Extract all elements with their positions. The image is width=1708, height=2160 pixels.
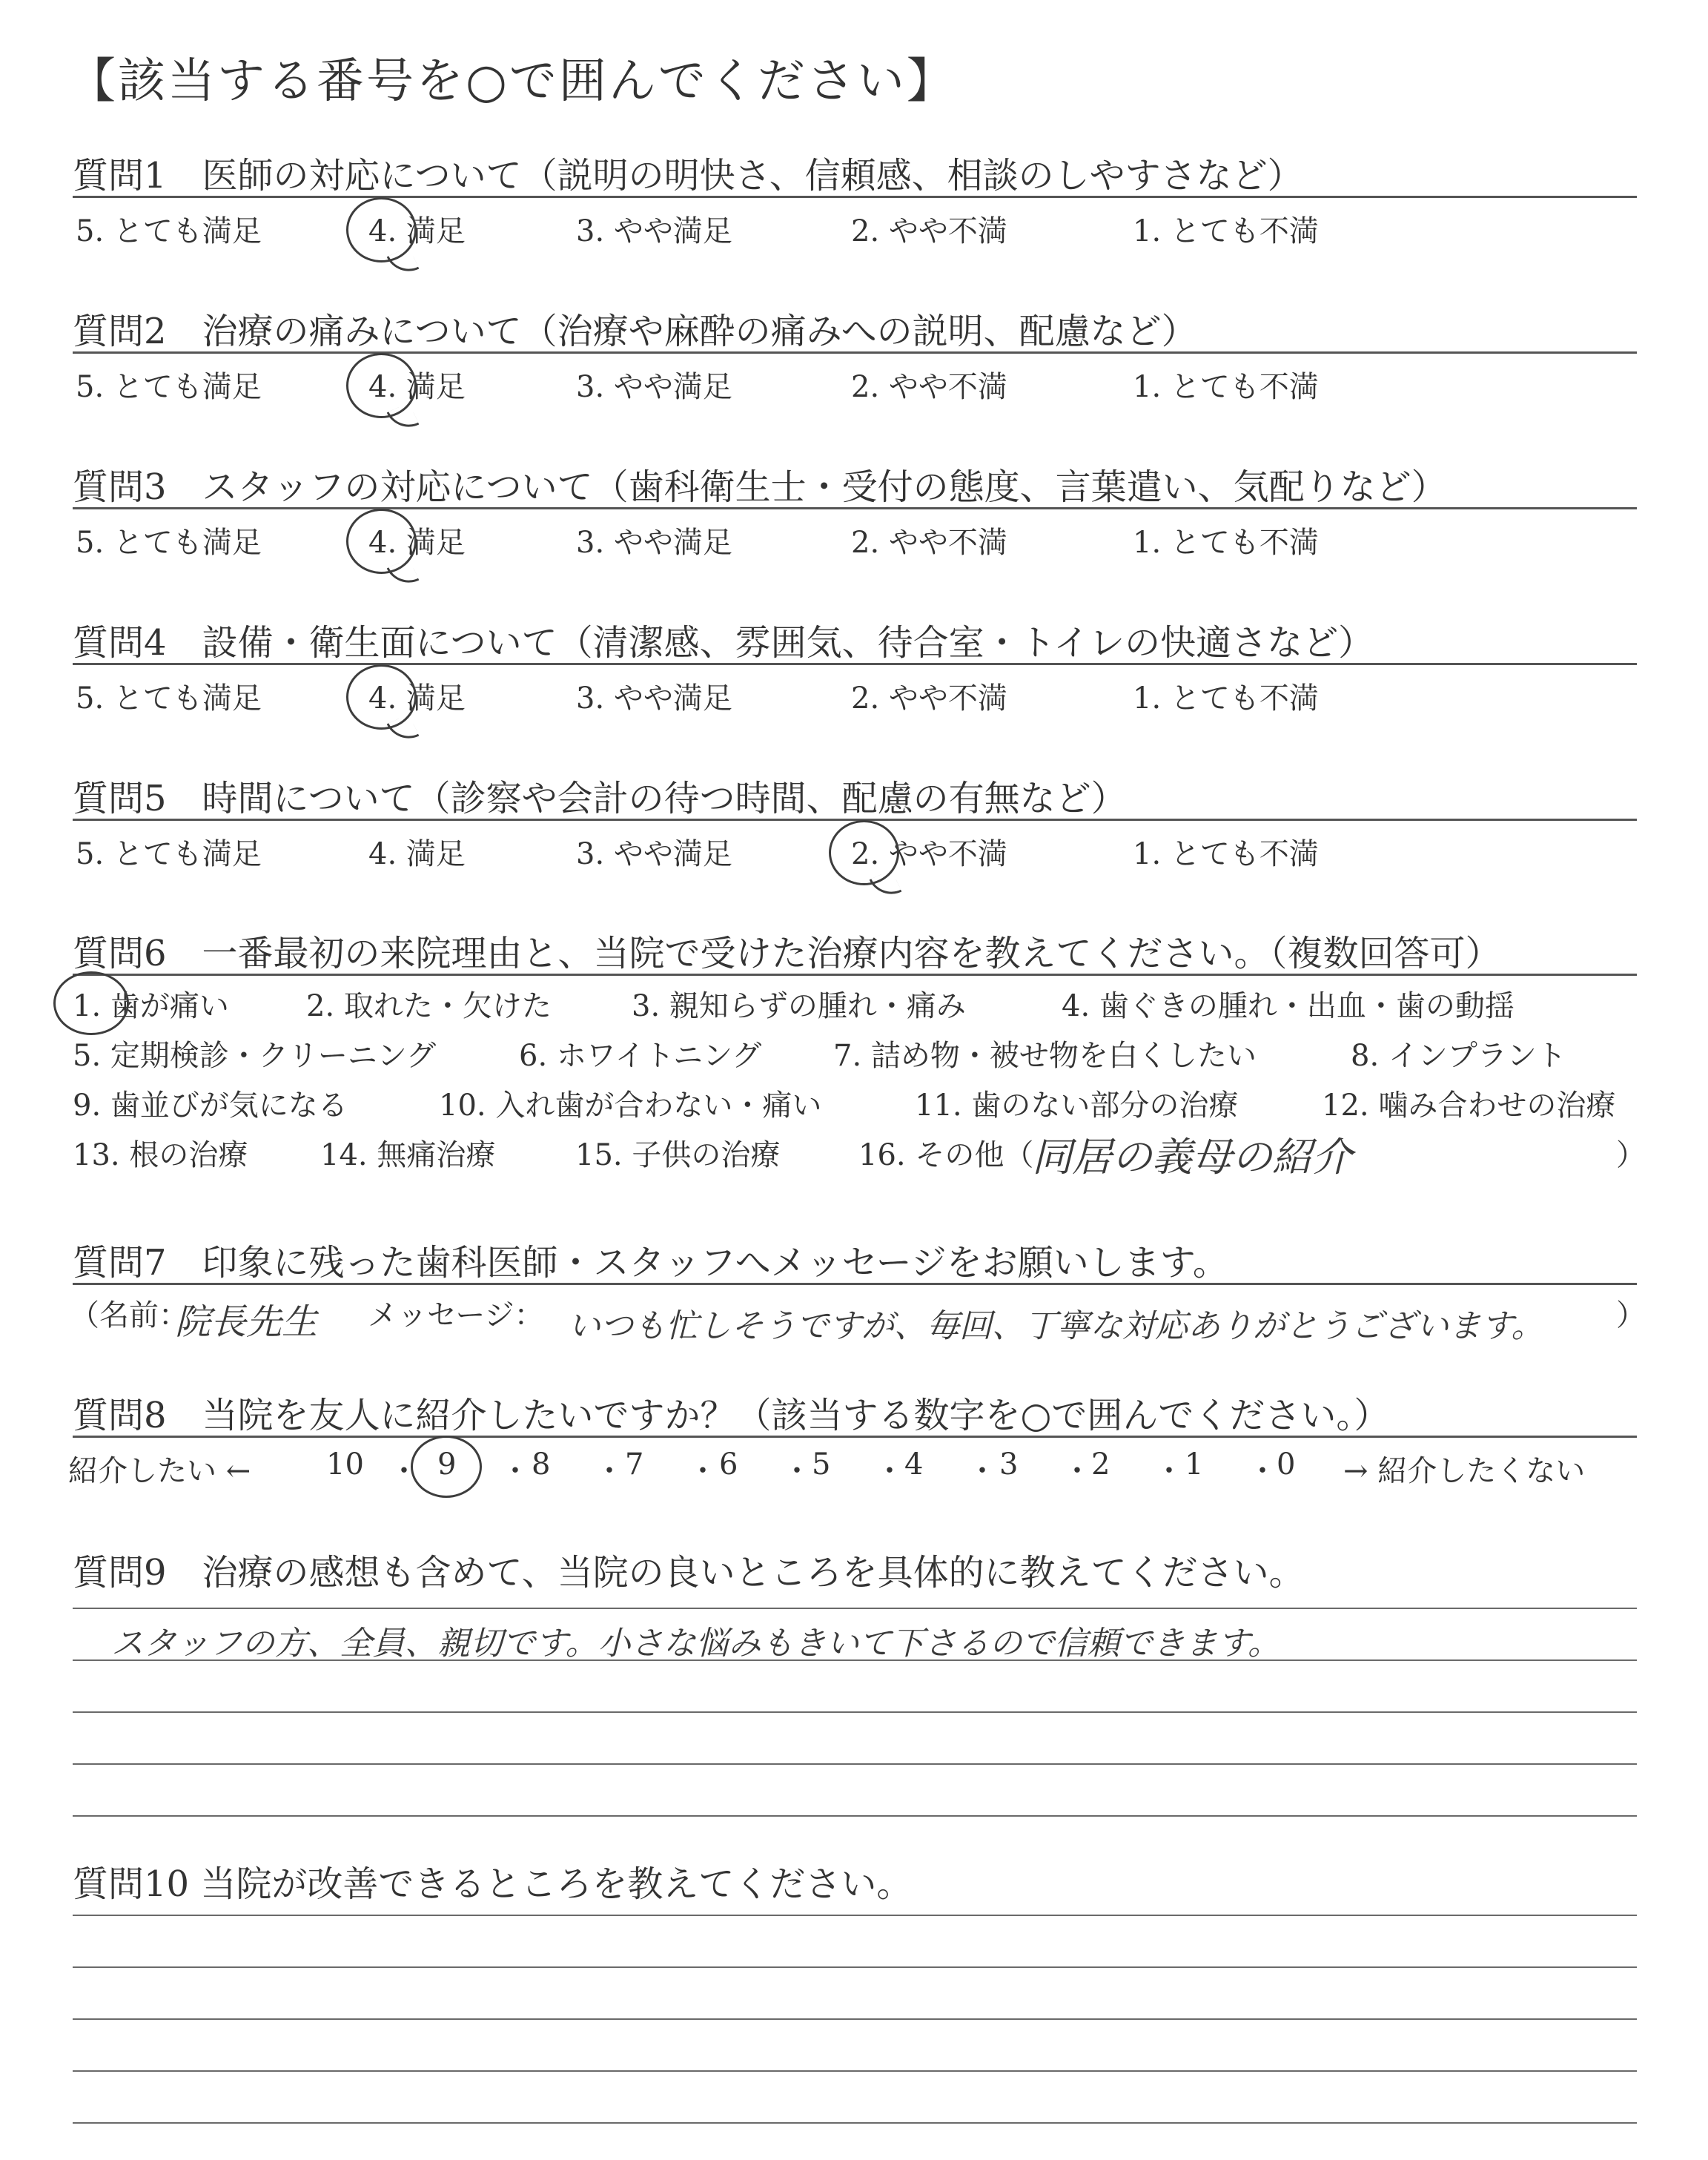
question-8-score-1[interactable]: 1: [1185, 1447, 1204, 1482]
question-4-option-2[interactable]: 2. やや不満: [851, 681, 1007, 716]
question-8-score-3[interactable]: 3: [999, 1447, 1019, 1482]
question-8-separator: ・: [875, 1454, 904, 1488]
question-9-writing-line: [73, 1608, 1637, 1609]
question-8-separator: ・: [782, 1454, 812, 1488]
question-1-option-5[interactable]: 5. とても満足: [76, 214, 262, 248]
question-6-other-answer: 同居の義母の紹介: [1032, 1134, 1352, 1180]
question-8-separator: ・: [389, 1454, 419, 1488]
question-9-answer: スタッフの方、全員、親切です。小さな悩みもきいて下さるので信頼できます。: [111, 1625, 1280, 1662]
question-6-option-10[interactable]: 10. 入れ歯が合わない・痛い: [439, 1089, 822, 1123]
question-10-writing-line: [73, 1966, 1637, 1968]
question-4-title: 質問4 設備・衛生面について（清潔感、雰囲気、待合室・トイレの快適さなど）: [73, 622, 1374, 664]
question-9-writing-line: [73, 1815, 1637, 1817]
question-8-right-label: → 紹介したくない: [1343, 1454, 1586, 1488]
question-9-writing-line: [73, 1763, 1637, 1765]
question-1-option-4[interactable]: 4. 満足: [368, 214, 466, 248]
question-7-title: 質問7 印象に残った歯科医師・スタッフへメッセージをお願いします。: [73, 1242, 1228, 1284]
question-5-title: 質問5 時間について（診察や会計の待つ時間、配慮の有無など）: [73, 778, 1127, 819]
question-6-option-15[interactable]: 15. 子供の治療: [575, 1138, 781, 1172]
question-6-option-14[interactable]: 14. 無痛治療: [320, 1138, 496, 1172]
question-8-separator: ・: [967, 1454, 997, 1488]
question-6-option-11[interactable]: 11. 歯のない部分の治療: [915, 1089, 1239, 1123]
question-6-title: 質問6 一番最初の来院理由と、当院で受けた治療内容を教えてください。（複数回答可）: [73, 933, 1501, 974]
question-8-score-0[interactable]: 0: [1277, 1447, 1296, 1482]
question-5-option-2[interactable]: 2. やや不満: [851, 837, 1007, 871]
question-8-score-2[interactable]: 2: [1091, 1447, 1110, 1482]
question-6-rule: [73, 974, 1637, 976]
question-6-option-5[interactable]: 5. 定期検診・クリーニング: [73, 1039, 437, 1073]
question-9-title: 質問9 治療の感想も含めて、当院の良いところを具体的に教えてください。: [73, 1552, 1305, 1593]
question-7-message-answer: いつも忙しそうですが、毎回、丁寧な対応ありがとうございます。: [568, 1307, 1544, 1345]
instruction-header: 【該当する番号を○で囲んでください】: [68, 54, 956, 109]
question-9-writing-line: [73, 1711, 1637, 1713]
question-7-name-label: （名前：: [70, 1298, 188, 1332]
question-5-option-5[interactable]: 5. とても満足: [76, 837, 262, 871]
question-2-option-4[interactable]: 4. 満足: [368, 370, 466, 404]
question-3-option-5[interactable]: 5. とても満足: [76, 526, 262, 560]
question-3-option-3[interactable]: 3. やや満足: [576, 526, 732, 560]
question-3-rule: [73, 507, 1637, 509]
question-4-option-1[interactable]: 1. とても不満: [1133, 681, 1319, 716]
question-6-option-6[interactable]: 6. ホワイトニング: [519, 1039, 762, 1073]
question-8-title: 質問8 当院を友人に紹介したいですか？（該当する数字を○で囲んでください。）: [73, 1395, 1390, 1436]
question-3-title: 質問3 スタッフの対応について（歯科衛生士・受付の態度、言葉遣い、気配りなど）: [73, 466, 1447, 508]
question-2-option-1[interactable]: 1. とても不満: [1133, 370, 1319, 404]
question-6-other-close: ）: [1616, 1138, 1646, 1172]
question-6-option-8[interactable]: 8. インプラント: [1351, 1039, 1566, 1073]
question-6-option-16[interactable]: 16. その他（: [858, 1138, 1034, 1172]
question-2-option-5[interactable]: 5. とても満足: [76, 370, 262, 404]
question-3-option-2[interactable]: 2. やや不満: [851, 526, 1007, 560]
question-5-option-3[interactable]: 3. やや満足: [576, 837, 732, 871]
question-10-writing-line: [73, 2070, 1637, 2072]
question-1-title: 質問1 医師の対応について（説明の明快さ、信頼感、相談のしやすさなど）: [73, 155, 1303, 196]
question-7-close: ）: [1616, 1298, 1646, 1332]
question-8-score-10[interactable]: 10: [326, 1447, 364, 1482]
question-6-option-9[interactable]: 9. 歯並びが気になる: [73, 1089, 348, 1123]
question-6-option-3[interactable]: 3. 親知らずの腫れ・痛み: [632, 989, 966, 1023]
question-7-name-answer: 院長先生: [175, 1301, 318, 1343]
question-4-rule: [73, 663, 1637, 665]
question-1-rule: [73, 196, 1637, 198]
question-5-option-1[interactable]: 1. とても不満: [1133, 837, 1319, 871]
question-8-separator: ・: [595, 1454, 624, 1488]
question-6-option-4[interactable]: 4. 歯ぐきの腫れ・出血・歯の動揺: [1062, 989, 1515, 1023]
question-6-option-13[interactable]: 13. 根の治療: [73, 1138, 248, 1172]
question-6-option-12[interactable]: 12. 噛み合わせの治療: [1322, 1089, 1616, 1123]
question-2-option-2[interactable]: 2. やや不満: [851, 370, 1007, 404]
question-8-separator: ・: [688, 1454, 718, 1488]
question-8-score-8[interactable]: 8: [532, 1447, 551, 1482]
question-8-rule: [73, 1436, 1637, 1438]
question-6-option-7[interactable]: 7. 詰め物・被せ物を白くしたい: [833, 1039, 1257, 1073]
question-1-option-2[interactable]: 2. やや不満: [851, 214, 1007, 248]
question-7-message-label: メッセージ：: [368, 1298, 544, 1332]
question-5-option-4[interactable]: 4. 満足: [368, 837, 466, 871]
question-2-option-3[interactable]: 3. やや満足: [576, 370, 732, 404]
question-8-separator: ・: [1154, 1454, 1184, 1488]
question-4-option-3[interactable]: 3. やや満足: [576, 681, 732, 716]
question-4-option-5[interactable]: 5. とても満足: [76, 681, 262, 716]
question-10-writing-line: [73, 2122, 1637, 2124]
question-2-title: 質問2 治療の痛みについて（治療や麻酔の痛みへの説明、配慮など）: [73, 311, 1197, 352]
question-6-selection-circle: [53, 971, 129, 1035]
question-8-selection-circle: [411, 1436, 482, 1498]
question-1-option-3[interactable]: 3. やや満足: [576, 214, 732, 248]
question-6-option-2[interactable]: 2. 取れた・欠けた: [306, 989, 552, 1023]
question-8-separator: ・: [1248, 1454, 1277, 1488]
question-8-score-5[interactable]: 5: [812, 1447, 831, 1482]
question-2-rule: [73, 351, 1637, 354]
question-8-left-label: 紹介したい ←: [68, 1454, 251, 1488]
question-7-rule: [73, 1283, 1637, 1285]
question-10-writing-line: [73, 2018, 1637, 2020]
question-8-score-4[interactable]: 4: [904, 1447, 924, 1482]
question-8-separator: ・: [500, 1454, 530, 1488]
question-3-option-1[interactable]: 1. とても不満: [1133, 526, 1319, 560]
question-8-score-6[interactable]: 6: [719, 1447, 738, 1482]
question-8-score-7[interactable]: 7: [625, 1447, 644, 1482]
question-8-separator: ・: [1062, 1454, 1092, 1488]
question-10-title: 質問10 当院が改善できるところを教えてください。: [73, 1863, 913, 1905]
question-4-option-4[interactable]: 4. 満足: [368, 681, 466, 716]
question-3-option-4[interactable]: 4. 満足: [368, 526, 466, 560]
question-1-option-1[interactable]: 1. とても不満: [1133, 214, 1319, 248]
question-6-option-1[interactable]: 1. 歯が痛い: [73, 989, 229, 1023]
question-10-writing-line: [73, 1915, 1637, 1916]
question-8-score-9[interactable]: 9: [437, 1447, 457, 1482]
